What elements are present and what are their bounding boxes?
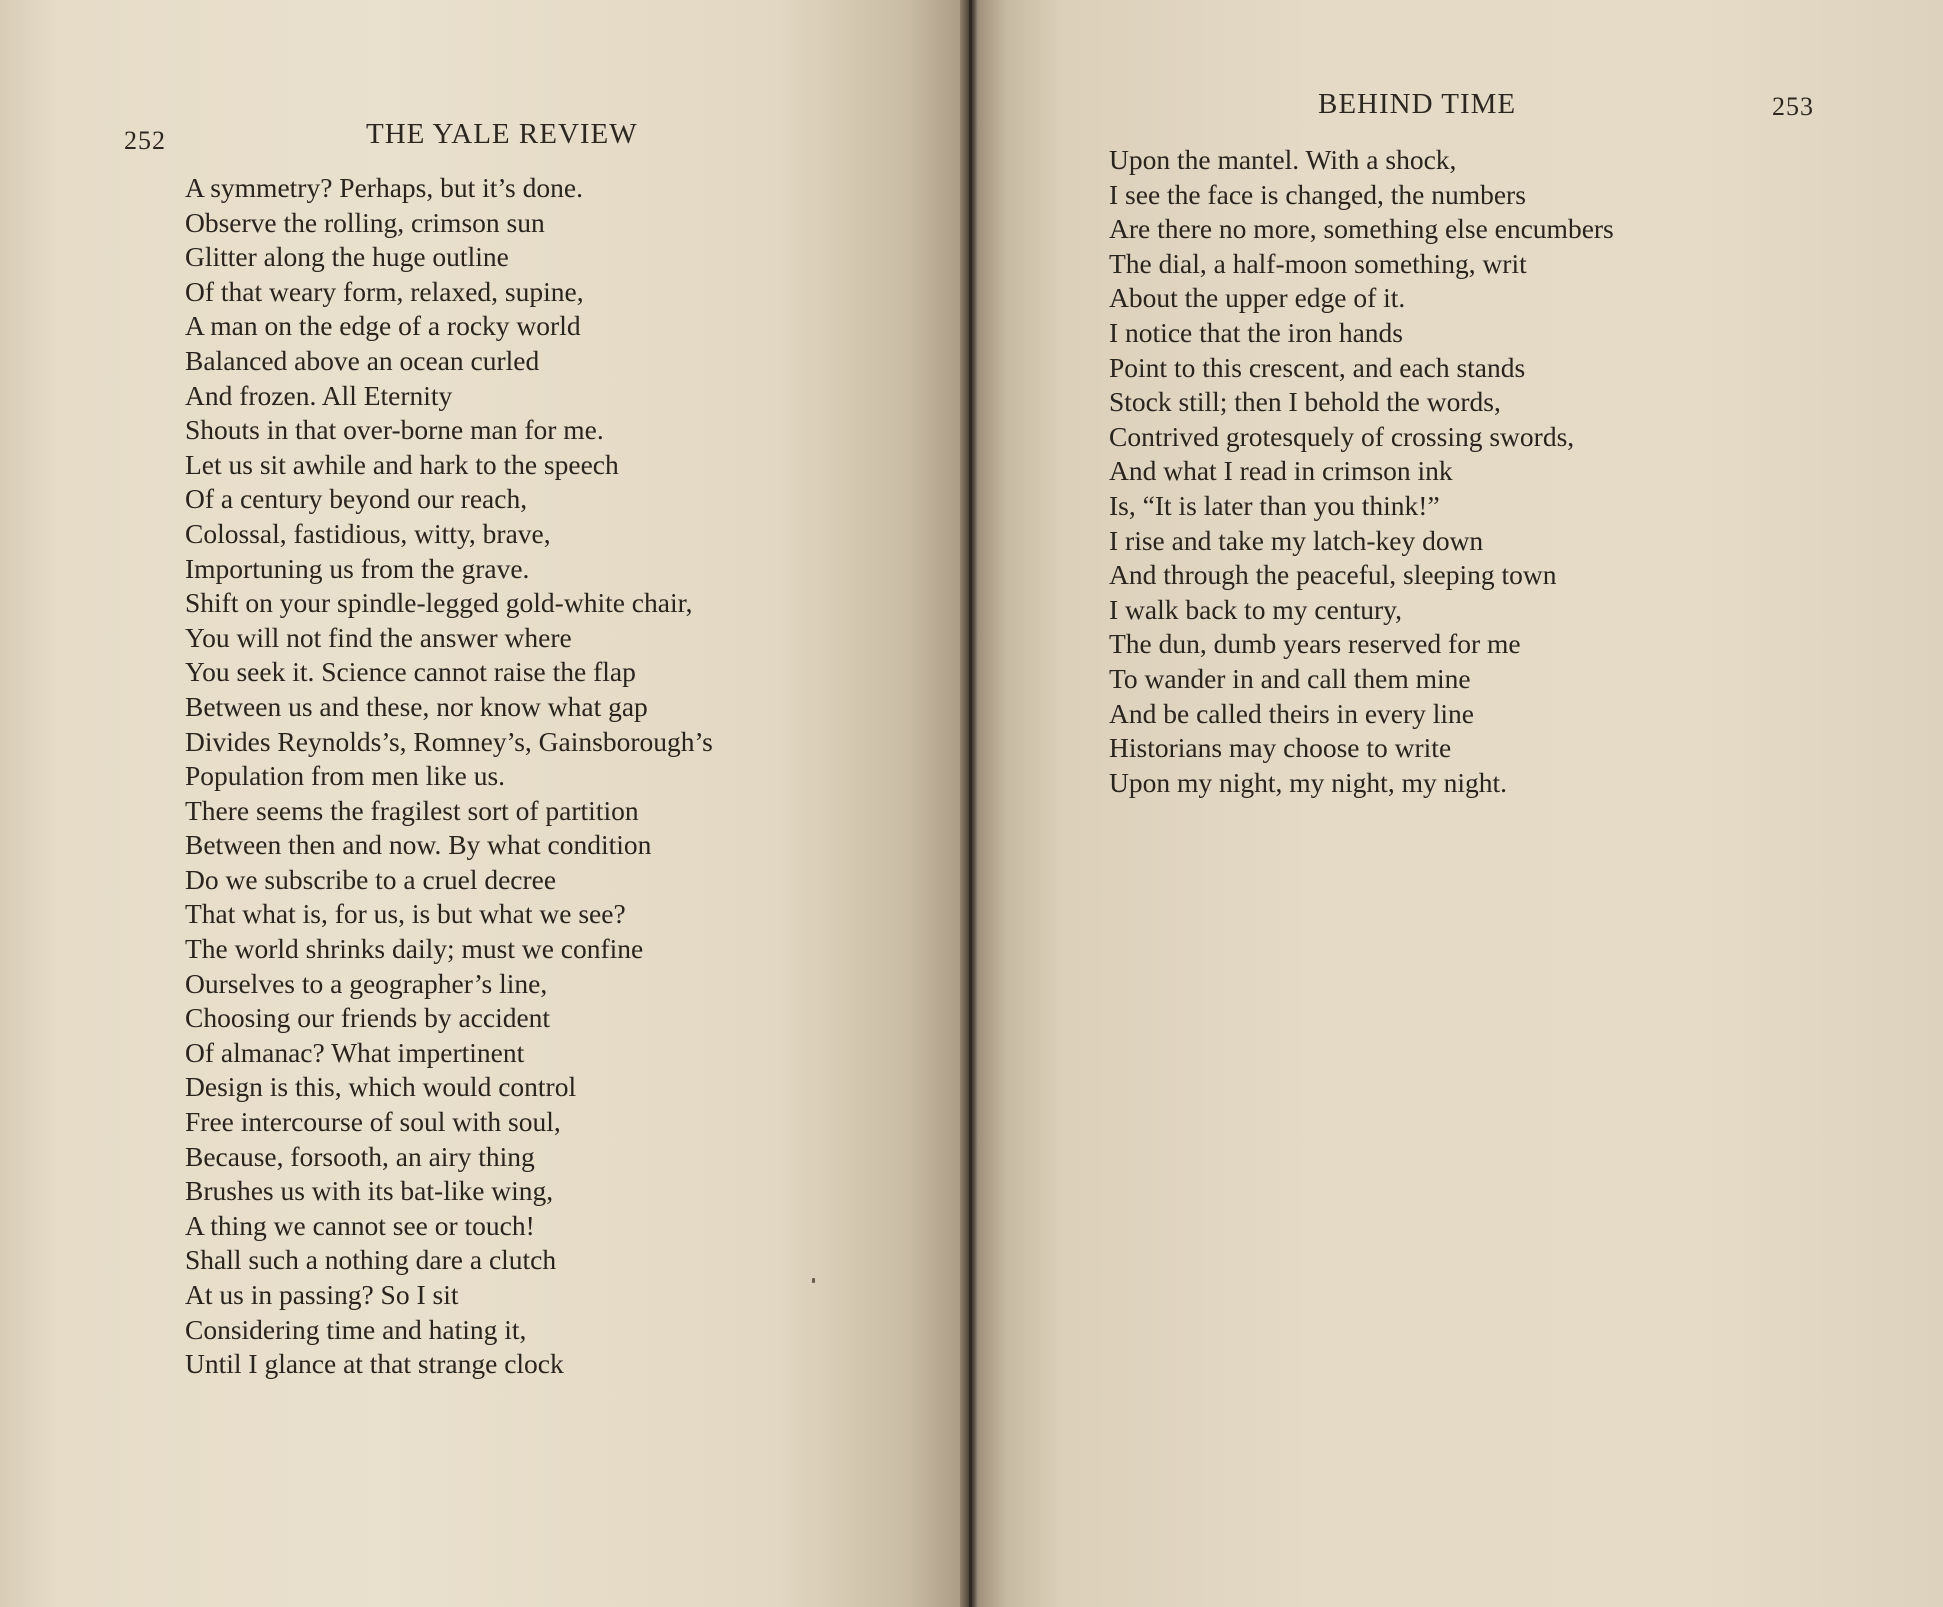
poem-line: Brushes us with its bat-like wing,: [185, 1175, 554, 1207]
poem-line: Population from men like us.: [185, 760, 506, 792]
poem-line: There seems the fragilest sort of partition: [185, 794, 639, 826]
poem-lines-right: [1109, 143, 1614, 800]
poem-line: A symmetry? Perhaps, but it’s done.: [185, 172, 583, 203]
poem-line: Divides Reynolds’s, Romney’s, Gainsborough’s: [185, 725, 713, 757]
poem-line: At us in passing? So I sit: [185, 1279, 459, 1310]
poem-line: Free intercourse of soul with soul,: [185, 1106, 561, 1138]
poem-line: Point to this crescent, and each stands: [1109, 351, 1526, 383]
page-number-left: 252: [124, 126, 166, 155]
poem-line: Upon the mantel. With a shock,: [1109, 144, 1457, 175]
poem-line: Of that weary form, relaxed, supine,: [185, 275, 584, 307]
poem-line: Upon my night, my night, my night.: [1109, 766, 1507, 798]
poem-line: Are there no more, something else encumbers: [1109, 213, 1614, 245]
poem-line: Let us sit awhile and hark to the speech: [185, 448, 619, 480]
poem-line: The dun, dumb years reserved for me: [1109, 628, 1521, 660]
poem-line: You will not find the answer where: [185, 621, 572, 653]
poem-lines-left: [185, 171, 713, 1382]
poem-line: To wander in and call them mine: [1109, 662, 1471, 694]
poem-line: That what is, for us, is but what we see?: [185, 898, 626, 930]
poem-line: And be called theirs in every line: [1109, 697, 1475, 729]
poem-line: Between then and now. By what condition: [185, 829, 652, 861]
left-page: [0, 0, 966, 1607]
poem-line: Historians may choose to write: [1109, 732, 1452, 764]
spine-fold: [969, 0, 972, 1607]
ink-speck: [812, 1278, 815, 1283]
poem-line: I see the face is changed, the numbers: [1109, 178, 1526, 210]
poem-line: I walk back to my century,: [1109, 593, 1402, 625]
poem-line: Observe the rolling, crimson sun: [185, 206, 545, 238]
poem-line: Stock still; then I behold the words,: [1109, 386, 1501, 418]
poem-line: And through the peaceful, sleeping town: [1109, 559, 1557, 591]
poem-line: Between us and these, nor know what gap: [185, 690, 648, 722]
poem-line: Choosing our friends by accident: [185, 1002, 551, 1034]
poem-line: And frozen. All Eternity: [185, 379, 453, 411]
poem-line: Shift on your spindle-legged gold-white chair,: [185, 587, 693, 619]
poem-line: Do we subscribe to a cruel decree: [185, 863, 557, 895]
running-head-right: BEHIND TIME: [1318, 88, 1517, 120]
poem-line: Is, “It is later than you think!”: [1109, 489, 1440, 521]
poem-line: About the upper edge of it.: [1109, 282, 1406, 314]
poem-line: I notice that the iron hands: [1109, 316, 1404, 348]
poem-line: A man on the edge of a rocky world: [185, 310, 581, 342]
right-page: [978, 0, 1943, 1607]
poem-line: The world shrinks daily; must we confine: [185, 933, 644, 965]
running-head-left: THE YALE REVIEW: [366, 118, 638, 150]
poem-line: Until I glance at that strange clock: [185, 1348, 564, 1380]
poem-line: Contrived grotesquely of crossing swords,: [1109, 420, 1575, 452]
page-number-right: 253: [1772, 92, 1814, 121]
poem-line: Of a century beyond our reach,: [185, 483, 528, 515]
poem-line: A thing we cannot see or touch!: [185, 1209, 535, 1241]
poem-line: Design is this, which would control: [185, 1071, 577, 1103]
poem-line: Because, forsooth, an airy thing: [185, 1140, 535, 1172]
poem-line: Colossal, fastidious, witty, brave,: [185, 517, 551, 549]
poem-line: The dial, a half-moon something, writ: [1109, 247, 1527, 279]
poem-line: Balanced above an ocean curled: [185, 344, 540, 376]
poem-line: And what I read in crimson ink: [1109, 455, 1453, 487]
poem-line: Considering time and hating it,: [185, 1313, 527, 1345]
poem-line: You seek it. Science cannot raise the flap: [185, 656, 636, 688]
poem-line: Shouts in that over-borne man for me.: [185, 414, 604, 446]
poem-line: Shall such a nothing dare a clutch: [185, 1244, 557, 1276]
poem-line: Importuning us from the grave.: [185, 552, 530, 584]
poem-line: Of almanac? What impertinent: [185, 1036, 525, 1068]
poem-line: Glitter along the huge outline: [185, 241, 509, 273]
poem-line: Ourselves to a geographer’s line,: [185, 967, 548, 999]
poem-line: I rise and take my latch-key down: [1109, 524, 1484, 556]
